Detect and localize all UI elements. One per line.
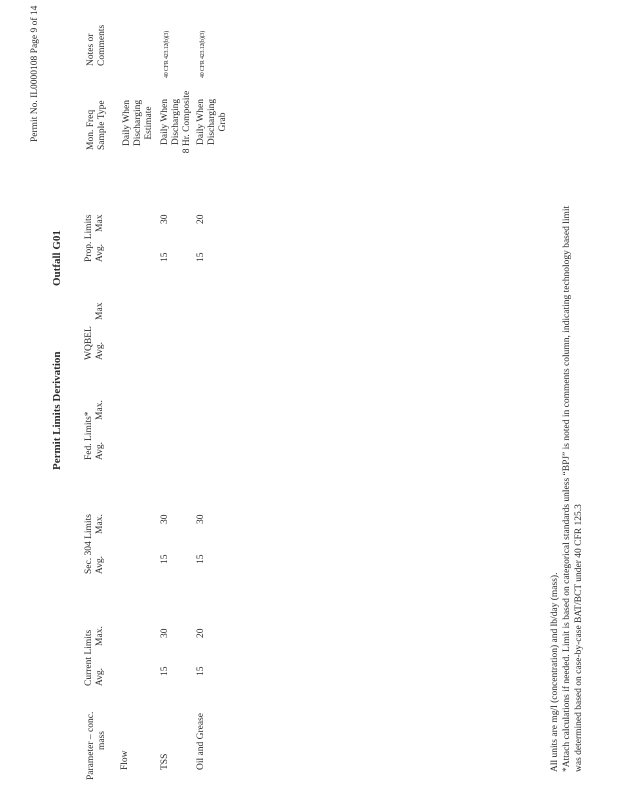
col-header-sec304-max: Max.: [95, 514, 105, 534]
row-tss-parameter: TSS: [160, 753, 170, 770]
col-header-prop-avg: Avg.: [95, 243, 105, 262]
col-header-notes-line2: Comments: [97, 24, 107, 66]
footnote-bpj-basis: was determined based on case-by-case BAT/BCT under 40 CFR 125.3: [574, 504, 584, 772]
col-header-mon-line1: Mon. Freq: [86, 109, 96, 150]
row-tss-notes: 40 CFR 423.12(b)(3): [164, 30, 170, 78]
row-oil-grease-prop-avg: 15: [196, 252, 206, 262]
col-header-prop-limits: [84, 214, 106, 262]
row-tss-sec304-max: 30: [160, 514, 170, 524]
row-tss-mon-line1: Daily When: [160, 99, 170, 145]
col-header-wqbel-title: WQBEL: [84, 326, 94, 360]
col-header-current-max: Max.: [95, 626, 105, 646]
row-oil-grease-sec304-avg: 15: [196, 554, 206, 564]
col-header-prop-max: Max: [95, 214, 105, 232]
row-flow-mon-line1: Daily When: [122, 100, 132, 146]
col-header-wqbel-avg: Avg.: [95, 341, 105, 360]
col-header-mon-line2: Sample Type: [97, 100, 107, 150]
col-header-current-limits: [84, 626, 106, 686]
col-header-sec304-avg: Avg.: [95, 555, 105, 574]
row-oil-grease-mon-line2: Discharging: [207, 98, 217, 146]
col-header-wqbel: [84, 303, 106, 360]
col-header-fed-limits: [84, 400, 106, 460]
col-header-monitoring: [86, 100, 108, 150]
col-header-fed-title: Fed. Limits*: [84, 411, 94, 460]
row-flow-parameter: Flow: [120, 750, 130, 770]
col-header-current-avg: Avg.: [95, 667, 105, 686]
col-header-notes: [86, 25, 108, 66]
row-tss-mon-line2: Discharging: [171, 98, 181, 146]
row-oil-grease-current-avg: 15: [196, 666, 206, 676]
row-flow-mon-line2: Discharging: [133, 99, 143, 147]
row-flow-monitoring: [122, 90, 155, 156]
col-header-prop-title: Prop. Limits: [84, 214, 94, 262]
row-tss-prop-max: 30: [160, 214, 170, 224]
col-header-current-title: Current Limits: [84, 629, 94, 686]
row-oil-grease-parameter: Oil and Grease: [196, 713, 206, 770]
section-title: Permit Limits Derivation: [51, 351, 63, 470]
row-oil-grease-notes: 40 CFR 423.12(b)(3): [200, 30, 206, 78]
col-header-parameter-line2: mass: [97, 731, 107, 750]
col-header-sec304-limits: [84, 514, 106, 574]
row-tss-current-max: 30: [160, 628, 170, 638]
col-header-sec304-title: Sec. 304 Limits: [84, 514, 94, 574]
row-oil-grease-mon-line1: Daily When: [196, 99, 206, 145]
col-header-fed-avg: Avg.: [95, 441, 105, 460]
col-header-wqbel-max: Max: [95, 302, 105, 320]
row-flow-mon-line3: Estimate: [144, 106, 154, 140]
row-tss-prop-avg: 15: [160, 252, 170, 262]
row-oil-grease-current-max: 20: [196, 628, 206, 638]
row-oil-grease-prop-max: 20: [196, 214, 206, 224]
outfall-label: Outfall G01: [51, 230, 63, 286]
col-header-notes-line1: Notes or: [86, 33, 96, 66]
col-header-fed-max: Max.: [95, 400, 105, 420]
col-header-parameter-line1: Parameter – conc.: [86, 711, 96, 780]
row-tss-monitoring: [160, 84, 193, 160]
row-oil-grease-mon-line3: Grab: [218, 112, 228, 132]
row-oil-grease-sec304-max: 30: [196, 514, 206, 524]
footnote-calculations: *Attach calculations if needed. Limit is based on categorical standards unless “BPJ” is noted in comments column, indicating technology based limit: [562, 205, 572, 772]
row-oil-grease-monitoring: [196, 84, 229, 160]
footnote-units: All units are mg/l (concentration) and lb/day (mass).: [550, 572, 560, 772]
row-tss-current-avg: 15: [160, 666, 170, 676]
row-tss-sec304-avg: 15: [160, 554, 170, 564]
permit-page-header: Permit No. IL0000108 Page 9 of 14: [30, 5, 40, 142]
col-header-parameter: [86, 712, 108, 780]
row-tss-mon-line3: 8 Hr. Composite: [182, 90, 192, 154]
